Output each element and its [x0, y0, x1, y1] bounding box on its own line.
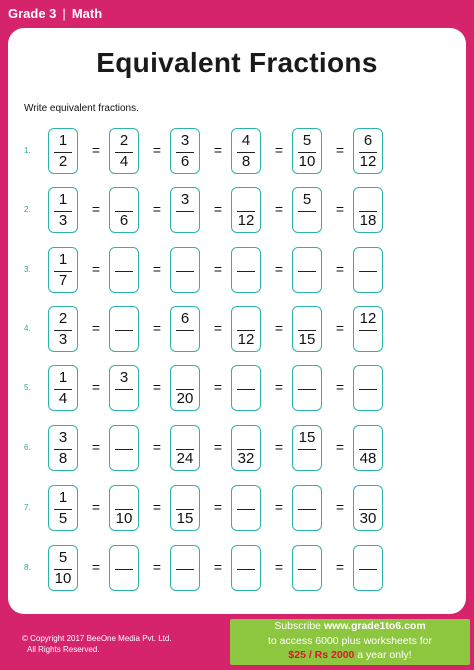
tag-separator: | — [62, 6, 66, 21]
promo-line-3 — [230, 648, 470, 663]
question-row — [8, 485, 466, 533]
denominator — [293, 212, 321, 230]
equals-sign: = — [213, 439, 223, 455]
denominator — [354, 272, 382, 290]
denominator — [354, 331, 382, 349]
given-fraction-box — [48, 187, 78, 233]
denominator: 5 — [58, 510, 68, 527]
numerator: 5 — [58, 549, 68, 566]
numerator: 1 — [58, 489, 68, 506]
numerator: 5 — [302, 191, 312, 208]
instruction-text: Write equivalent fractions. — [24, 103, 139, 114]
denominator: 8 — [241, 153, 251, 170]
numerator — [354, 369, 382, 387]
numerator: 1 — [58, 132, 68, 149]
equals-sign: = — [213, 379, 223, 395]
equals-sign: = — [335, 142, 345, 158]
numerator — [110, 489, 138, 507]
numerator: 1 — [58, 191, 68, 208]
denominator — [354, 390, 382, 408]
numerator: 2 — [58, 310, 68, 327]
equals-sign: = — [274, 439, 284, 455]
answer-fraction-box[interactable] — [292, 365, 322, 411]
equals-sign: = — [152, 142, 162, 158]
equals-sign: = — [213, 261, 223, 277]
question-row — [8, 545, 466, 593]
numerator — [354, 191, 382, 209]
answer-fraction-box[interactable] — [292, 306, 322, 352]
answer-fraction-box[interactable] — [353, 425, 383, 471]
denominator — [293, 390, 321, 408]
answer-fraction-box[interactable] — [231, 187, 261, 233]
numerator — [293, 489, 321, 507]
answer-fraction-box[interactable] — [170, 247, 200, 293]
denominator — [293, 510, 321, 528]
denominator: 4 — [119, 153, 129, 170]
answer-fraction-box[interactable] — [353, 485, 383, 531]
denominator: 10 — [298, 153, 316, 170]
numerator — [110, 429, 138, 447]
denominator — [110, 570, 138, 588]
question-number: 4. — [24, 324, 31, 333]
answer-fraction-box[interactable] — [353, 306, 383, 352]
denominator: 15 — [298, 331, 316, 348]
denominator — [232, 272, 260, 290]
equals-sign: = — [152, 320, 162, 336]
denominator — [293, 272, 321, 290]
numerator: 3 — [180, 132, 190, 149]
equals-sign: = — [274, 142, 284, 158]
equals-sign: = — [213, 559, 223, 575]
denominator — [354, 570, 382, 588]
equals-sign: = — [152, 559, 162, 575]
question-number: 1. — [24, 146, 31, 155]
equals-sign: = — [274, 320, 284, 336]
denominator: 20 — [176, 390, 194, 407]
numerator — [171, 489, 199, 507]
equals-sign: = — [91, 559, 101, 575]
question-number: 2. — [24, 205, 31, 214]
equals-sign: = — [91, 439, 101, 455]
given-fraction-box — [48, 425, 78, 471]
denominator: 24 — [176, 450, 194, 467]
equals-sign: = — [213, 142, 223, 158]
answer-fraction-box[interactable] — [109, 306, 139, 352]
answer-fraction-box[interactable] — [292, 128, 322, 174]
answer-fraction-box[interactable] — [170, 485, 200, 531]
promo-subscribe-text: Subscribe — [274, 620, 324, 632]
numerator — [232, 489, 260, 507]
denominator — [110, 272, 138, 290]
question-row — [8, 128, 466, 176]
answer-fraction-box[interactable] — [353, 128, 383, 174]
denominator: 18 — [359, 212, 377, 229]
denominator: 12 — [359, 153, 377, 170]
answer-fraction-box[interactable] — [292, 187, 322, 233]
equals-sign: = — [274, 379, 284, 395]
numerator: 12 — [359, 310, 377, 327]
equals-sign: = — [213, 201, 223, 217]
numerator — [110, 191, 138, 209]
question-number: 3. — [24, 265, 31, 274]
question-row — [8, 187, 466, 235]
equals-sign: = — [335, 320, 345, 336]
denominator: 8 — [58, 450, 68, 467]
equals-sign: = — [213, 320, 223, 336]
denominator — [171, 212, 199, 230]
numerator: 2 — [119, 132, 129, 149]
question-row — [8, 365, 466, 413]
answer-fraction-box[interactable] — [231, 545, 261, 591]
denominator: 48 — [359, 450, 377, 467]
numerator — [293, 549, 321, 567]
numerator: 4 — [241, 132, 251, 149]
answer-fraction-box[interactable] — [170, 306, 200, 352]
numerator: 15 — [298, 429, 316, 446]
numerator: 6 — [180, 310, 190, 327]
equals-sign: = — [91, 261, 101, 277]
denominator — [293, 450, 321, 468]
given-fraction-box — [48, 128, 78, 174]
denominator: 10 — [54, 570, 72, 587]
promo-line-3-end: a year only! — [354, 649, 412, 661]
given-fraction-box — [48, 306, 78, 352]
equals-sign: = — [335, 439, 345, 455]
answer-fraction-box[interactable] — [353, 545, 383, 591]
promo-line-1 — [230, 619, 470, 634]
copyright-text — [22, 633, 172, 655]
equals-sign: = — [152, 439, 162, 455]
numerator: 3 — [58, 429, 68, 446]
given-fraction-box — [48, 545, 78, 591]
worksheet-card — [8, 28, 466, 614]
equals-sign: = — [152, 499, 162, 515]
answer-fraction-box[interactable] — [109, 485, 139, 531]
subscribe-banner[interactable] — [230, 619, 470, 665]
given-fraction-box — [48, 247, 78, 293]
answer-fraction-box[interactable] — [109, 247, 139, 293]
answer-fraction-box[interactable] — [292, 485, 322, 531]
numerator — [171, 549, 199, 567]
question-number: 7. — [24, 503, 31, 512]
numerator — [293, 251, 321, 269]
answer-fraction-box[interactable] — [109, 187, 139, 233]
answer-fraction-box[interactable] — [170, 425, 200, 471]
denominator — [171, 272, 199, 290]
numerator — [232, 310, 260, 328]
equals-sign: = — [152, 261, 162, 277]
denominator: 10 — [115, 510, 133, 527]
answer-fraction-box[interactable] — [231, 128, 261, 174]
answer-fraction-box[interactable] — [353, 365, 383, 411]
equals-sign: = — [335, 201, 345, 217]
answer-fraction-box[interactable] — [292, 545, 322, 591]
answer-fraction-box[interactable] — [231, 365, 261, 411]
answer-fraction-box[interactable] — [109, 425, 139, 471]
numerator: 3 — [180, 191, 190, 208]
numerator — [232, 429, 260, 447]
subject-label: Math — [71, 6, 103, 21]
equals-sign: = — [274, 261, 284, 277]
numerator — [232, 369, 260, 387]
numerator: 1 — [58, 369, 68, 386]
numerator — [171, 369, 199, 387]
denominator: 4 — [58, 390, 68, 407]
given-fraction-box — [48, 485, 78, 531]
promo-price: $25 / Rs 2000 — [288, 649, 355, 661]
equals-sign: = — [335, 379, 345, 395]
page-title: Equivalent Fractions — [96, 47, 378, 78]
grade-label: Grade 3 — [8, 6, 57, 21]
denominator: 3 — [58, 331, 68, 348]
denominator: 12 — [237, 331, 255, 348]
numerator — [232, 191, 260, 209]
equals-sign: = — [274, 201, 284, 217]
denominator — [171, 570, 199, 588]
denominator: 2 — [58, 153, 68, 170]
answer-fraction-box[interactable] — [292, 425, 322, 471]
answer-fraction-box[interactable] — [231, 306, 261, 352]
equals-sign: = — [274, 499, 284, 515]
promo-site-link[interactable]: www.grade1to6.com — [323, 620, 426, 632]
promo-line-2: to access 6000 plus worksheets for — [267, 634, 432, 647]
denominator — [171, 331, 199, 349]
question-number: 8. — [24, 563, 31, 572]
denominator — [110, 390, 138, 408]
equals-sign: = — [335, 261, 345, 277]
copyright-line-2: All Rights Reserved. — [27, 645, 100, 654]
denominator: 7 — [58, 272, 68, 289]
denominator — [293, 570, 321, 588]
denominator — [232, 390, 260, 408]
equals-sign: = — [91, 379, 101, 395]
numerator — [293, 369, 321, 387]
answer-fraction-box[interactable] — [231, 485, 261, 531]
equals-sign: = — [274, 559, 284, 575]
numerator — [110, 310, 138, 328]
numerator — [293, 310, 321, 328]
denominator: 6 — [180, 153, 190, 170]
question-number: 6. — [24, 443, 31, 452]
given-fraction-box — [48, 365, 78, 411]
numerator — [171, 429, 199, 447]
answer-fraction-box[interactable] — [292, 247, 322, 293]
numerator — [110, 549, 138, 567]
denominator: 3 — [58, 212, 68, 229]
equals-sign: = — [152, 379, 162, 395]
denominator: 32 — [237, 450, 255, 467]
answer-fraction-box[interactable] — [353, 247, 383, 293]
equals-sign: = — [335, 499, 345, 515]
numerator: 5 — [302, 132, 312, 149]
denominator — [110, 331, 138, 349]
answer-fraction-box[interactable] — [170, 365, 200, 411]
equals-sign: = — [91, 142, 101, 158]
equals-sign: = — [91, 201, 101, 217]
answer-fraction-box[interactable] — [231, 425, 261, 471]
answer-fraction-box[interactable] — [109, 365, 139, 411]
denominator: 6 — [119, 212, 129, 229]
equals-sign: = — [213, 499, 223, 515]
numerator: 3 — [119, 369, 129, 386]
grade-subject-tag — [8, 6, 102, 21]
numerator — [171, 251, 199, 269]
answer-fraction-box[interactable] — [109, 545, 139, 591]
answer-fraction-box[interactable] — [231, 247, 261, 293]
numerator — [354, 489, 382, 507]
equals-sign: = — [152, 201, 162, 217]
equals-sign: = — [91, 499, 101, 515]
numerator — [354, 429, 382, 447]
copyright-line-1: © Copyright 2017 BeeOne Media Pvt. Ltd. — [22, 634, 172, 643]
numerator — [110, 251, 138, 269]
numerator: 1 — [58, 251, 68, 268]
numerator — [232, 251, 260, 269]
question-row — [8, 247, 466, 295]
equals-sign: = — [91, 320, 101, 336]
denominator: 15 — [176, 510, 194, 527]
answer-fraction-box[interactable] — [170, 187, 200, 233]
question-number: 5. — [24, 383, 31, 392]
answer-fraction-box[interactable] — [170, 128, 200, 174]
answer-fraction-box[interactable] — [170, 545, 200, 591]
numerator — [232, 549, 260, 567]
answer-fraction-box[interactable] — [353, 187, 383, 233]
question-row — [8, 425, 466, 473]
denominator: 30 — [359, 510, 377, 527]
answer-fraction-box[interactable] — [109, 128, 139, 174]
equals-sign: = — [335, 559, 345, 575]
denominator — [110, 450, 138, 468]
numerator: 6 — [363, 132, 373, 149]
denominator: 12 — [237, 212, 255, 229]
denominator — [232, 510, 260, 528]
question-row — [8, 306, 466, 354]
numerator — [354, 251, 382, 269]
numerator — [354, 549, 382, 567]
denominator — [232, 570, 260, 588]
